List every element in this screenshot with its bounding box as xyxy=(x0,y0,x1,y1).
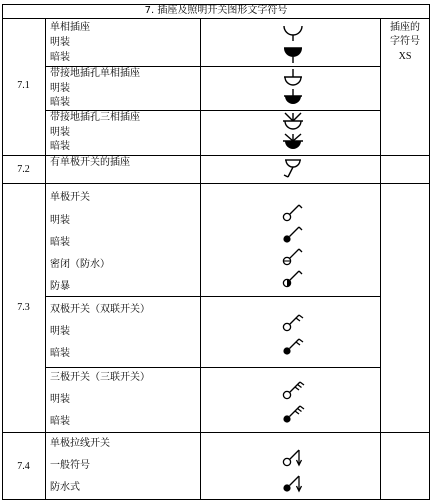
double-pole-switch-filled-icon xyxy=(282,334,308,356)
table-title: 7. 插座及照明开关图形文字符号 xyxy=(144,5,288,16)
row-divider xyxy=(2,155,430,156)
variant-label: 暗装 xyxy=(50,237,70,248)
code-column-line2: 字符号 xyxy=(390,36,420,47)
group-divider xyxy=(45,367,380,368)
variant-label: 暗装 xyxy=(50,141,70,152)
single-pole-switch-explosion-proof-icon xyxy=(282,266,306,288)
variant-label: 明装 xyxy=(50,83,70,94)
group-divider xyxy=(45,66,380,67)
variant-label: 防水式 xyxy=(50,482,80,493)
group-name: 单极开关 xyxy=(50,192,90,203)
three-phase-socket-outline-icon xyxy=(280,112,306,132)
group-divider xyxy=(45,296,380,297)
group-name: 带接地插孔单相插座 xyxy=(50,68,140,79)
variant-label: 一般符号 xyxy=(50,460,90,471)
triple-pole-switch-outline-icon xyxy=(282,378,308,400)
earthed-socket-outline-icon xyxy=(281,68,305,88)
row-divider xyxy=(2,183,430,184)
section-number: 7.3 xyxy=(17,302,30,313)
variant-label: 明装 xyxy=(50,394,70,405)
variant-label: 密闭（防水） xyxy=(50,259,110,270)
single-pole-switch-filled-icon xyxy=(282,222,306,244)
single-pole-switch-outline-icon xyxy=(282,200,306,222)
name-column-divider xyxy=(200,18,201,500)
triple-pole-switch-filled-icon xyxy=(282,402,308,424)
three-phase-socket-filled-icon xyxy=(280,133,306,153)
variant-label: 暗装 xyxy=(50,416,70,427)
group-name: 单极拉线开关 xyxy=(50,438,110,449)
earthed-socket-filled-icon xyxy=(281,88,305,108)
group-divider xyxy=(45,110,380,111)
number-column-divider xyxy=(45,18,46,500)
code-column-line1: 插座的 xyxy=(390,22,420,33)
group-name: 带接地插孔三相插座 xyxy=(50,112,140,123)
variant-label: 明装 xyxy=(50,215,70,226)
symbol-column-divider xyxy=(380,18,381,500)
code-column-line3: XS xyxy=(398,51,412,62)
title-divider xyxy=(2,18,430,19)
switched-socket-icon xyxy=(280,157,306,179)
variant-label: 明装 xyxy=(50,37,70,48)
socket-outline-icon xyxy=(281,22,305,42)
single-pole-switch-sealed-icon xyxy=(282,244,306,266)
table-border-right xyxy=(429,4,430,500)
section-number: 7.4 xyxy=(17,461,30,472)
section-number: 7.1 xyxy=(17,80,30,91)
variant-label: 暗装 xyxy=(50,52,70,63)
row-divider xyxy=(2,432,430,433)
socket-filled-icon xyxy=(281,44,305,64)
pull-cord-switch-filled-icon xyxy=(282,470,308,494)
table-border-left xyxy=(2,4,3,500)
group-name: 有单极开关的插座 xyxy=(50,157,130,168)
group-name: 双极开关（双联开关） xyxy=(50,304,150,315)
variant-label: 防暴 xyxy=(50,281,70,292)
section-number: 7.2 xyxy=(17,164,30,175)
variant-label: 暗装 xyxy=(50,97,70,108)
variant-label: 暗装 xyxy=(50,348,70,359)
group-name: 单相插座 xyxy=(50,22,90,33)
variant-label: 明装 xyxy=(50,326,70,337)
pull-cord-switch-outline-icon xyxy=(282,444,308,468)
group-name: 三极开关（三联开关） xyxy=(50,372,150,383)
double-pole-switch-outline-icon xyxy=(282,310,308,332)
variant-label: 明装 xyxy=(50,127,70,138)
